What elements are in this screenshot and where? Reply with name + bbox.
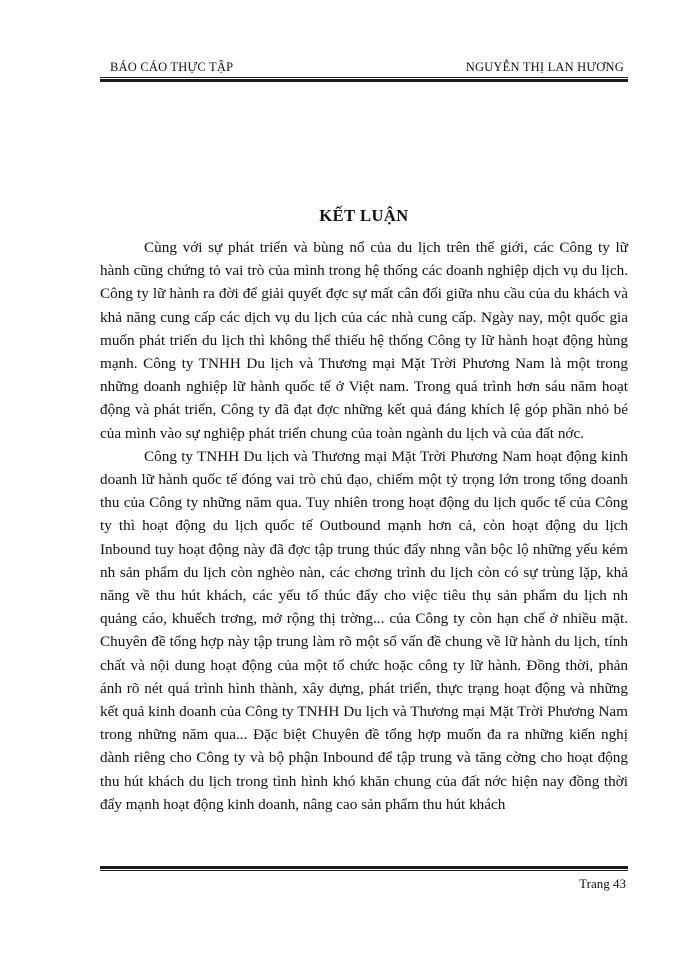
paragraph-1: Cùng với sự phát triển và bùng nổ của du lịch trên thế giới, các Công ty lữ hành cũng chứng tỏ vai trò của mình trong hệ thống các doanh nghiệp dịch vụ du lịch. Công ty lữ hành ra đời để giải quyết đợc sự mất cân đối giữa nhu cầu của du khách và khả năng cung cấp các dịch vụ du lịch của các nhà cung cấp. Ngày nay, một quốc gia muốn phát triển du lịch thì không thể thiếu hệ thống Công ty lữ hành hoạt động hùng mạnh. Công ty TNHH Du lịch và Thương mại Mặt Trời Phương Nam là một trong những doanh nghiệp lữ hành quốc tế ở Việt nam. Trong quá trình hơn sáu năm hoạt động và phát triển, Công ty đã đạt đợc những kết quả đáng khích lệ góp phần nhỏ bé của mình vào sự nghiệp phát triển chung của toàn ngành du lịch và của đất nớc. xyxy=(100,239,628,442)
page-number: Trang 43 xyxy=(579,876,626,891)
paragraph-2: Công ty TNHH Du lịch và Thương mại Mặt Trời Phương Nam hoạt động kinh doanh lữ hành quốc tế đóng vai trò chủ đạo, chiếm một tỷ trọng lớn trong tổng doanh thu của Công ty những năm qua. Tuy nhiên trong hoạt động du lịch quốc tế của Công ty thì hoạt động du lịch quốc tế Outbound mạnh hơn cả, còn hoạt động du lịch Inbound tuy hoạt động này đã đợc tập trung thúc đẩy nhng vẫn bộc lộ những yếu kém nh sản phẩm du lịch còn nghèo nàn, các chơng trình du lịch còn có sự trùng lặp, khả năng về thu hút khách, các yếu tố thúc đẩy cho việc tiêu thụ sản phẩm du lịch nh quảng cáo, khuếch trơng, mở rộng thị trờng... của Công ty còn hạn chế ở nhiều mặt. Chuyên đề tổng hợp này tập trung làm rõ một số vấn đề chung về lữ hành du lịch, tính chất và nội dung hoạt động của một tổ chức hoặc công ty lữ hành. Đồng thời, phản ánh rõ nét quá trình hình thành, xây dựng, phát triển, thực trạng hoạt động và những kết quả kinh doanh của Công ty TNHH Du lịch và Thương mại Mặt Trời Phương Nam trong những năm qua... Đặc biệt Chuyên đề tổng hợp muốn đa ra những kiến nghị dành riêng cho Công ty và bộ phận Inbound để tập trung và tăng cờng cho hoạt động thu hút khách du lịch trong tình hình khó khăn chung của đất nớc hiện nay đồng thời đẩy mạnh hoạt động kinh doanh, nâng cao sản phẩm thu hút khách xyxy=(100,447,628,813)
header-rule-thick xyxy=(100,79,628,82)
header-left-text: BÁO CÁO THỰC TẬP xyxy=(110,60,234,74)
header-right-text: NGUYỄN THỊ LAN HƯƠNG xyxy=(465,60,624,74)
footer-rule-thick xyxy=(100,866,628,869)
header-rule-thin xyxy=(100,77,628,78)
footer-rule-thin xyxy=(100,870,628,871)
section-title: KẾT LUẬN xyxy=(319,206,409,225)
body-text xyxy=(100,236,628,816)
